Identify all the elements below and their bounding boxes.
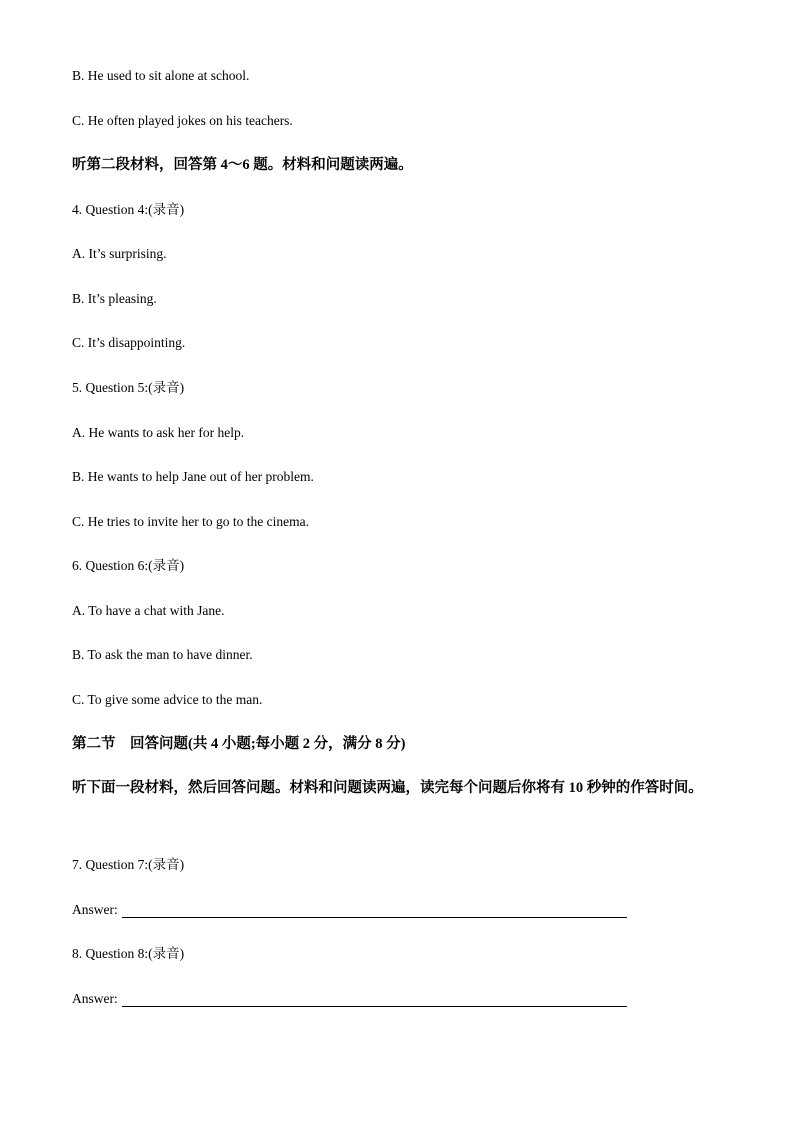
q4-stem: 4. Question 4:(录音): [72, 202, 185, 217]
q7-answer-label: Answer:: [72, 902, 118, 917]
q8-stem: 8. Question 8:(录音): [72, 946, 185, 961]
q6-stem: 6. Question 6:(录音): [72, 558, 185, 573]
part2-instructions: 听下面一段材料，然后回答问题。材料和问题读两遍，读完每个问题后你将有 10 秒钟的作答时间。: [72, 780, 703, 796]
q8-answer: [72, 990, 118, 1010]
part2-heading: 第二节 回答问题(共 4 小题;每小题 2 分，满分 8 分): [72, 736, 406, 752]
q6-option-a: A. To have a chat with Jane.: [72, 603, 225, 618]
q8-answer-blank-line[interactable]: [122, 1006, 627, 1007]
section-heading-2: 听第二段材料，回答第 4～6 题。材料和问题读两遍。: [72, 157, 413, 173]
q7-answer: [72, 901, 118, 921]
q7-answer-blank-line[interactable]: [122, 917, 627, 918]
q4-option-a: A. It’s surprising.: [72, 246, 167, 261]
q8-answer-label: Answer:: [72, 991, 118, 1006]
q6-option-c: C. To give some advice to the man.: [72, 692, 263, 707]
q7-stem: 7. Question 7:(录音): [72, 857, 185, 872]
q5-option-c: C. He tries to invite her to go to the cinema.: [72, 514, 309, 529]
q4-option-c: C. It’s disappointing.: [72, 335, 186, 350]
q5-option-a: A. He wants to ask her for help.: [72, 425, 245, 440]
q6-option-b: B. To ask the man to have dinner.: [72, 647, 253, 662]
q5-option-b: B. He wants to help Jane out of her problem.: [72, 469, 314, 484]
q3-option-b: B. He used to sit alone at school.: [72, 68, 250, 83]
q5-stem: 5. Question 5:(录音): [72, 380, 185, 395]
q3-option-c: C. He often played jokes on his teachers.: [72, 113, 293, 128]
q4-option-b: B. It’s pleasing.: [72, 291, 157, 306]
